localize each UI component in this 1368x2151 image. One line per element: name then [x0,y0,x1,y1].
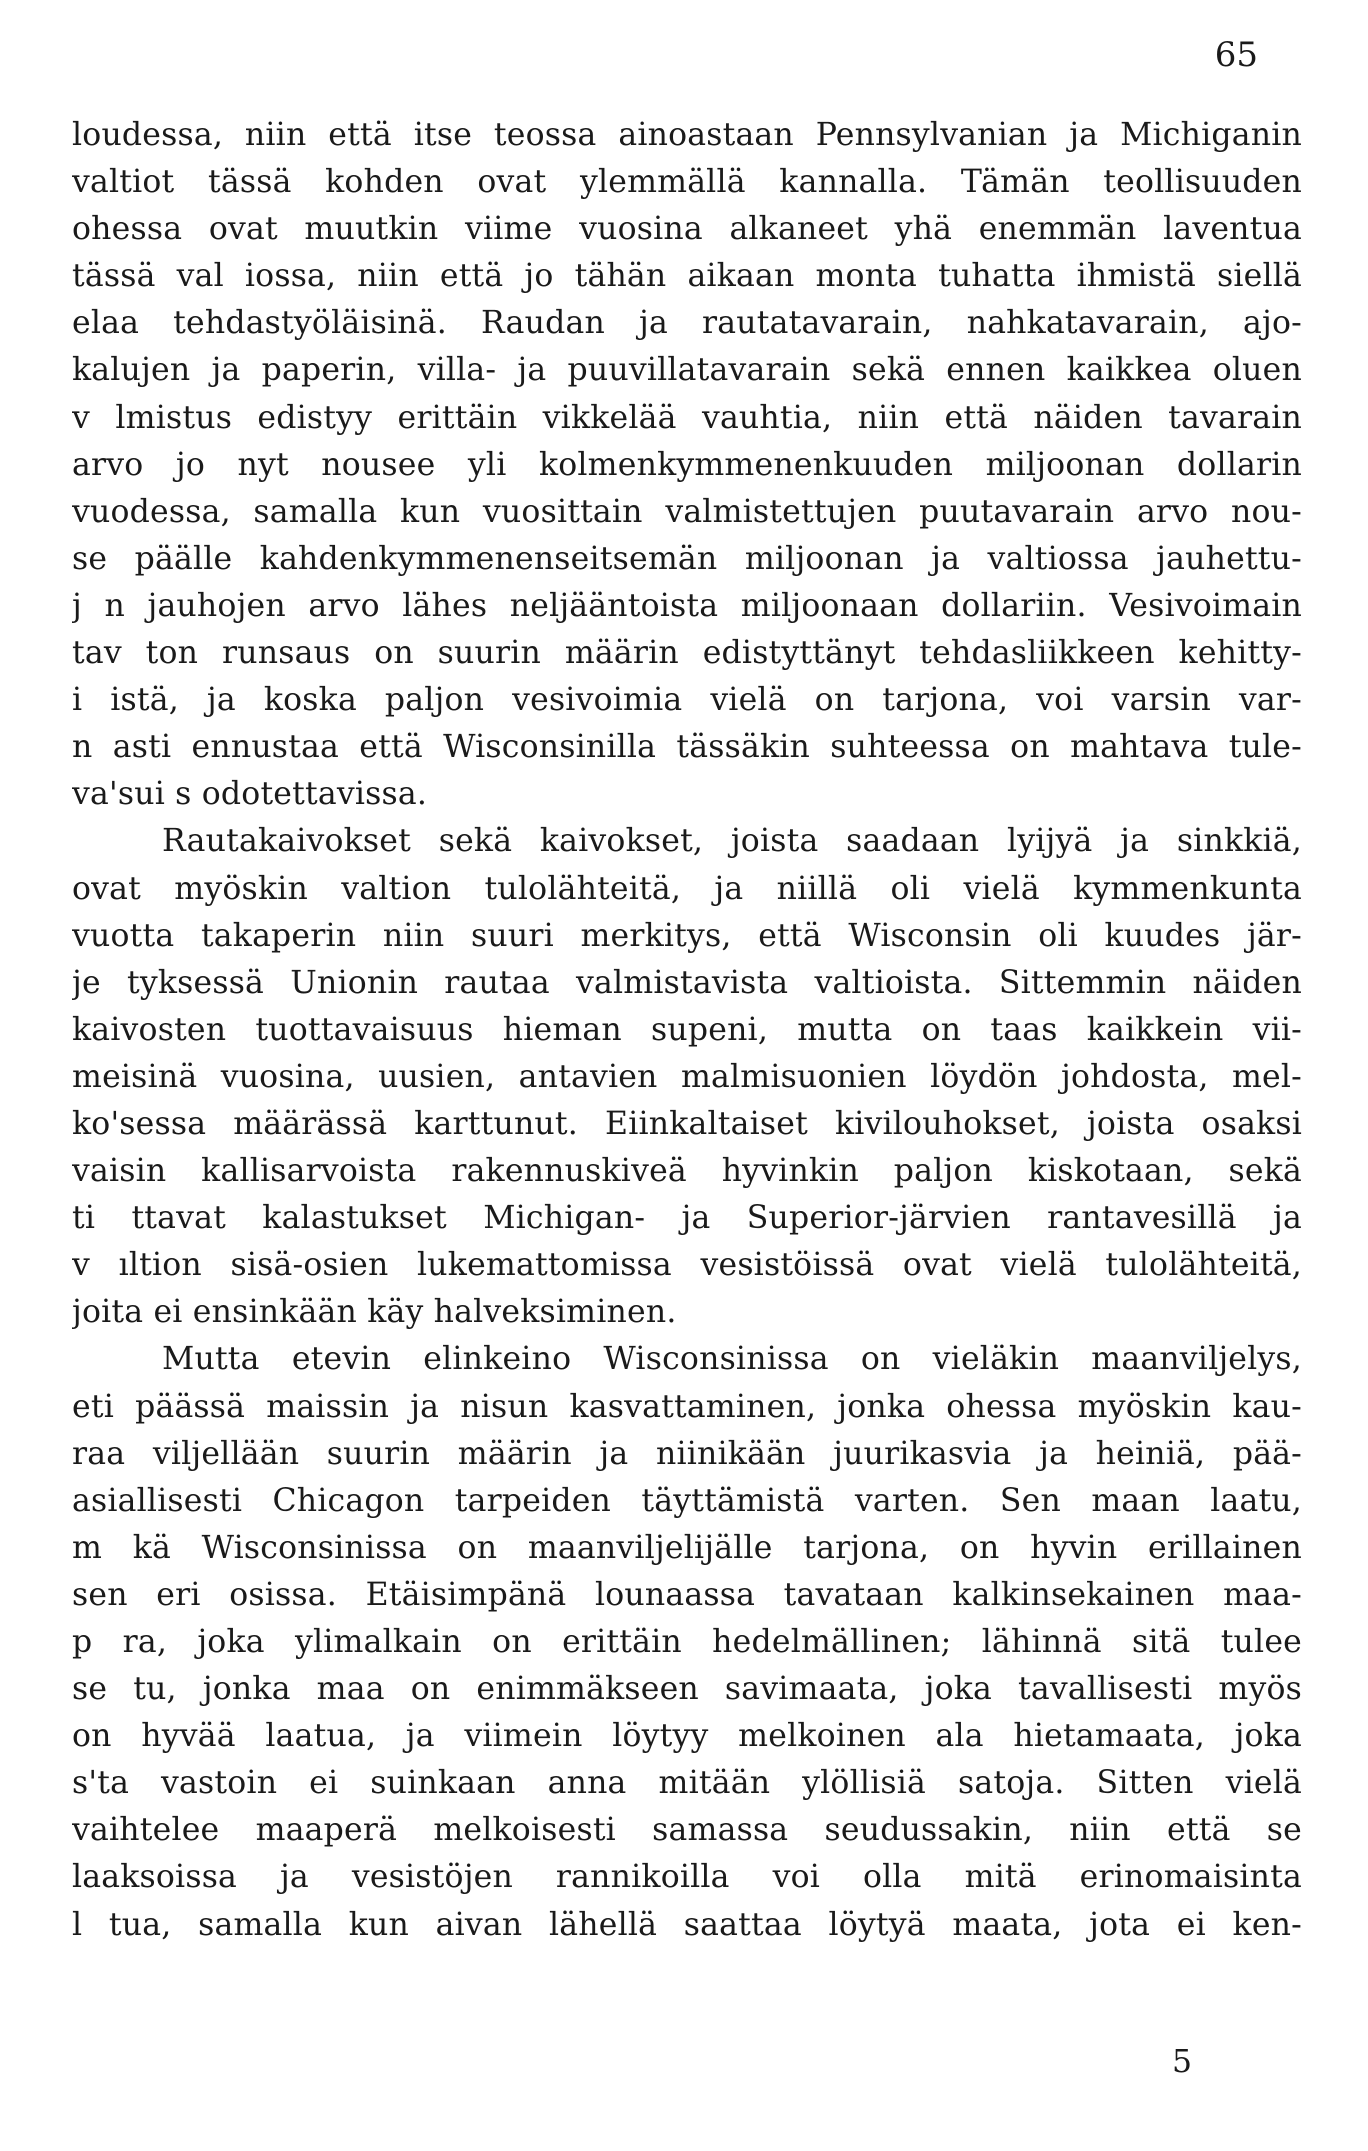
text-line: i istä, ja koska paljon vesivoimia vielä on tarjona, voi varsin var- [72,682,1302,719]
text-line: v lmistus edistyy erittäin vikkelää vauhtia, niin että näiden tavarain [72,399,1302,436]
text-line: valtiot tässä kohden ovat ylemmällä kannalla. Tämän teollisuuden [72,164,1302,201]
text-line: ti ttavat kalastukset Michigan- ja Superior-järvien rantavesillä ja [72,1200,1302,1237]
text-line: vaisin kallisarvoista rakennuskiveä hyvinkin paljon kiskotaan, sekä [72,1153,1302,1190]
text-line: j n jauhojen arvo lähes neljääntoista miljoonaan dollariin. Vesivoimain [72,587,1302,624]
text-line: arvo jo nyt nousee yli kolmenkymmenenkuuden miljoonan dollarin [72,446,1302,483]
text-line: je tyksessä Unionin rautaa valmistavista valtioista. Sittemmin näiden [72,964,1302,1001]
text-line: eti päässä maissin ja nisun kasvattaminen, jonka ohessa myöskin kau- [72,1388,1302,1425]
text-line: meisinä vuosina, uusien, antavien malmisuonien löydön johdosta, mel- [72,1058,1302,1095]
text-line: p ra, joka ylimalkain on erittäin hedelmällinen; lähinnä sitä tulee [72,1624,1302,1660]
text-line: ohessa ovat muutkin viime vuosina alkaneet yhä enemmän laventua [72,211,1302,248]
paragraph-start-line: Mutta etevin elinkeino Wisconsinissa on vieläkin maanviljelys, [162,1341,1302,1378]
text-line: asiallisesti Chicagon tarpeiden täyttämistä varten. Sen maan laatu, [72,1482,1302,1519]
text-line: tässä val iossa, niin että jo tähän aikaan monta tuhatta ihmistä siellä [72,258,1302,295]
text-line: on hyvää laatua, ja viimein löytyy melkoinen ala hietamaata, joka [72,1718,1302,1755]
text-line: sen eri osissa. Etäisimpänä lounaassa tavataan kalkinsekainen maa- [72,1576,1302,1613]
text-line: s'ta vastoin ei suinkaan anna mitään ylöllisiä satoja. Sitten vielä [72,1765,1302,1802]
text-line: l tua, samalla kun aivan lähellä saattaa löytyä maata, jota ei ken- [72,1906,1302,1943]
text-line: se tu, jonka maa on enimmäkseen savimaata, joka tavallisesti myös [72,1671,1302,1708]
text-line: loudessa, niin että itse teossa ainoastaan Pennsylvanian ja Michiganin [72,117,1302,153]
text-line: tav ton runsaus on suurin määrin edistyttänyt tehdasliikkeen kehitty- [72,635,1302,672]
text-line: raa viljellään suurin määrin ja niinikään juurikasvia ja heiniä, pää- [72,1435,1302,1472]
printer-signature-mark: 5 [1172,2044,1193,2080]
page-number: 65 [1214,35,1258,75]
text-line: elaa tehdastyöläisinä. Raudan ja rautatavarain, nahkatavarain, ajo- [72,305,1302,342]
text-line: vuotta takaperin niin suuri merkitys, että Wisconsin oli kuudes jär- [72,917,1302,954]
paragraph-end-line: va'sui s odotettavissa. [72,776,428,813]
text-line: m kä Wisconsinissa on maanviljelijälle tarjona, on hyvin erillainen [72,1529,1302,1566]
paragraph-end-line: joita ei ensinkään käy halveksiminen. [72,1294,677,1331]
text-line: se päälle kahdenkymmenenseitsemän miljoonan ja valtiossa jauhettu- [72,540,1302,577]
text-line: laaksoissa ja vesistöjen rannikoilla voi olla mitä erinomaisinta [72,1859,1302,1896]
text-line: vuodessa, samalla kun vuosittain valmistettujen puutavarain arvo nou- [72,493,1302,530]
text-line: ko'sessa määrässä karttunut. Eiinkaltaiset kivilouhokset, joista osaksi [72,1105,1302,1142]
body-text [72,112,1302,1949]
text-line: v ıltion sisä-osien lukemattomissa vesistöissä ovat vielä tulolähteitä, [72,1247,1302,1284]
text-line: vaihtelee maaperä melkoisesti samassa seudussakin, niin että se [72,1812,1302,1849]
text-line: n asti ennustaa että Wisconsinilla tässäkin suhteessa on mahtava tule- [72,729,1302,766]
text-line: kalujen ja paperin, villa- ja puuvillatavarain sekä ennen kaikkea oluen [72,352,1302,389]
text-line: ovat myöskin valtion tulolähteitä, ja niillä oli vielä kymmenkunta [72,870,1302,907]
paragraph-start-line: Rautakaivokset sekä kaivokset, joista saadaan lyijyä ja sinkkiä, [162,823,1302,860]
text-line: kaivosten tuottavaisuus hieman supeni, mutta on taas kaikkein vii- [72,1011,1302,1048]
